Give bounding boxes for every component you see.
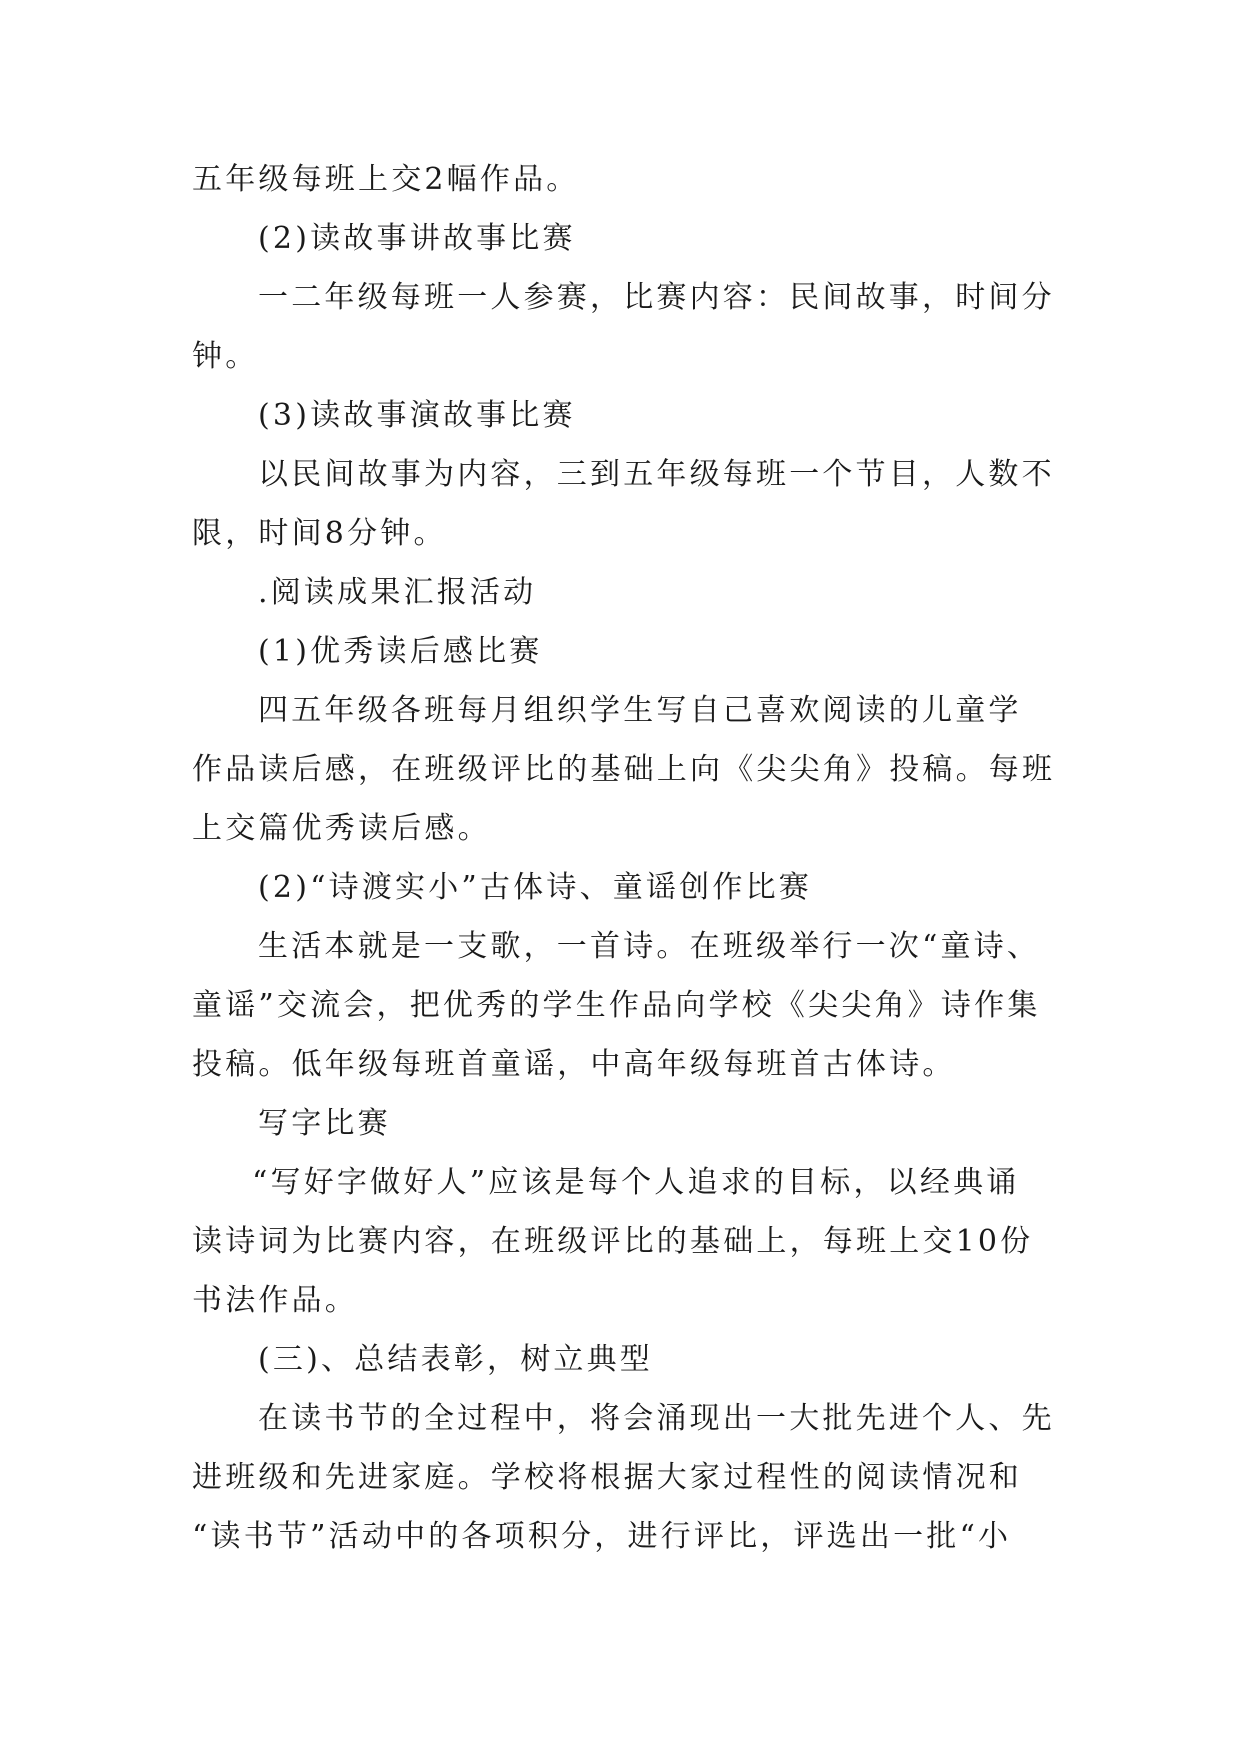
section-heading-summary: (三)、总结表彰，树立典型 [258, 1342, 654, 1377]
text-line: 以民间故事为内容，三到五年级每班一个节目，人数不 [258, 457, 1055, 492]
subheading-calligraphy-contest: 写字比赛 [258, 1106, 391, 1141]
text-line: “写好字做好人”应该是每个人追求的目标，以经典诵 [252, 1165, 1020, 1200]
text-line: 生活本就是一支歌，一首诗。在班级举行一次“童诗、 [258, 929, 1041, 964]
document-body [192, 150, 1056, 1566]
subheading-reflection-contest: (1)优秀读后感比赛 [258, 634, 543, 669]
text-line: 进班级和先进家庭。学校将根据大家过程性的阅读情况和 [192, 1460, 1022, 1495]
text-line: “读书节”活动中的各项积分，进行评比，评选出一批“小 [192, 1519, 1012, 1554]
text-line: 一二年级每班一人参赛，比赛内容：民间故事，时间分 [258, 280, 1055, 315]
text-line: 五年级每班上交2幅作品。 [192, 162, 580, 197]
text-line: 在读书节的全过程中，将会涌现出一大批先进个人、先 [258, 1401, 1055, 1436]
subheading-story-acting: (3)读故事演故事比赛 [258, 398, 576, 433]
text-line: 投稿。低年级每班首童谣，中高年级每班首古体诗。 [192, 1047, 956, 1082]
text-line: 作品读后感，在班级评比的基础上向《尖尖角》投稿。每班 [192, 752, 1056, 787]
subheading-poetry-contest: (2)“诗渡实小”古体诗、童谣创作比赛 [258, 870, 812, 905]
text-line: 四五年级各班每月组织学生写自己喜欢阅读的儿童学 [258, 693, 1022, 728]
text-line: 童谣”交流会，把优秀的学生作品向学校《尖尖角》诗作集 [192, 988, 1041, 1023]
section-heading-reading-results: .阅读成果汇报活动 [258, 575, 537, 610]
text-line: 钟。 [192, 339, 259, 374]
text-line: 限，时间8分钟。 [192, 516, 447, 551]
subheading-story-telling: (2)读故事讲故事比赛 [258, 221, 576, 256]
text-line: 读诗词为比赛内容，在班级评比的基础上，每班上交10份 [192, 1224, 1034, 1259]
text-line: 书法作品。 [192, 1283, 358, 1318]
text-line: 上交篇优秀读后感。 [192, 811, 491, 846]
